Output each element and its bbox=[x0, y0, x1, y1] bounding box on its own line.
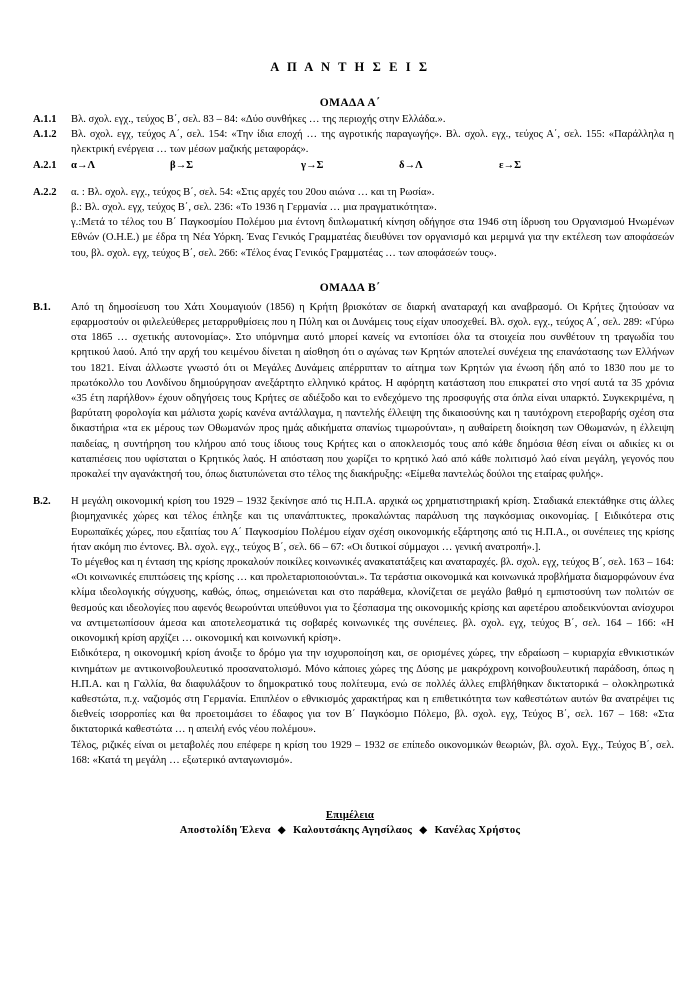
answer-text: Από τη δημοσίευση του Χάτι Χουμαγιούν (1856) η Κρήτη βρισκόταν σε διαρκή αναταραχή και αναβρασμό. Οι Κρήτες ζητούσαν να εφαρμοστούν οι φιλελεύθερες μεταρρυθμίσεις που η Πύλη και οι Δυνάμεις τους είχαν υποσχεθεί. Βλ. σχολ. εγχ., τεύχος Α΄, σελ. 289: «Γύρω στα 1865 … σχετικής αυτονομίας». Στο υπόμνημα αυτό μπορεί κανείς να εντοπίσει όλα τα στοιχεία που συνθέτουν τη τραγωδία του κρητικού λαού. Από την αρχή του κειμένου δίνεται η αίσθηση ότι ο αγώνας των Κρητών αποτελεί συνέχεια της επανάστασης των Ελλήνων του 1821. Είναι άλλωστε γνωστό ότι οι Μεγάλες Δυνάμεις απέρριπταν το αίτημα των Κρητών για ένωση ήδη από το 1830 που με το πρωτόκολλο του Λονδίνου δημιούργησαν ανεξάρτητο ελληνικό κράτος. Η αφόρητη κατάσταση που επικρατεί στο νησί αυτά τα 35 χρόνια «35 έτη παρήλθον» έχουν οδηγήσεις τους Κρήτες σε αδιέξοδο και το ενδεχόμενο της προσφυγής στα όπλα είναι υπαρκτό. Συγκεκριμένα, η βαρύτατη φορολογία και μάλιστα χωρίς κανένα αντάλλαγμα, η παντελής έλλειψη της δικαιοσύνης και η ταυτόχρονη ετεροβαρής σχέση στα δικαστήρια «τα εκ μέρους των Οθωμανών προς ημάς αδικήματα σπανίως τιμωρούνται», η αυθαίρετη διοίκηση των Οθωμανών, η έλλειψη παιδείας, η συντήρηση του κλήρου από τους ίδιους τους Κρήτες και ο αποκλεισμός τους από κάθε δημόσια θέση είναι οι αδικίες κι οι καταπιέσεις που υφίσταται ο Κρητικός λαός. Η απόσταση που χωρίζει το κρητικό λαό από κάθε πολιτισμό λαό είναι μεγάλη, γεγονός που προκαλεί την αγανάκτησή του, όπως διατυπώνεται στο τέλος της διακήρυξης: «Είμεθα παντελώς δούλοι της εταίρας φυλής». bbox=[71, 301, 674, 481]
credits-title: Επιμέλεια bbox=[325, 809, 375, 821]
credit-name-2: Καλουτσάκης Αγησίλαος bbox=[293, 824, 413, 836]
page-title: Α Π Α Ν Τ Η Σ Ε Ι Σ bbox=[270, 60, 430, 74]
answer-subline-c: γ.:Μετά το τέλος του Β΄ Παγκοσμίου Πολέμου μια έντονη διπλωματική κίνηση οδήγησε στα 1946 στη ίδρυση του Οργανισμού Ηνωμένων Εθνών (Ο.Η.Ε.) με έδρα τη Νέα Υόρκη. Ένας Γενικός Γραμματέας διευθύνει τον οργανισμό και μεριμνά για την εκτέλεση των αποφάσεών του, βλ. σχολ. εγχ, τεύχος Β΄, σελ. 266: «Τέλος ένας Γενικός Γραμματέας … των αποφάσεών τους». bbox=[71, 217, 674, 259]
answer-label: Β.2. bbox=[33, 496, 51, 508]
answer-row-a12 bbox=[26, 127, 674, 157]
credit-name-3: Κανέλας Χρήστος bbox=[434, 824, 521, 836]
match-pair-d: δ→Λ bbox=[399, 159, 423, 171]
answer-row-a22 bbox=[26, 185, 674, 261]
answer-paragraph: Η μεγάλη οικονομική κρίση του 1929 – 1932 ξεκίνησε από τις Η.Π.Α. αρχικά ως χρηματιστηριακή κρίση. Σταδιακά επεκτάθηκε στις άλλες βιομηχανικές χώρες και τέλος έπληξε και τις υπανάπτυκτες, προκαλώντας παράλυση της παγκόσμιας οικονομίας. [ Ειδικότερα στις Ευρωπαϊκές χώρες, που εξαιτίας του Α΄ Παγκοσμίου Πολέμου είχαν σχέση οικονομικής εξάρτησης από τις Η.Π.Α., οι συνέπειες της κρίσης ήταν ακόμη πιο έντονες. Βλ. σχολ. εγχ., τεύχος Β΄, σελ. 66 – 67: «Οι δυτικοί σύμμαχοι … γενική ανατροπή».]. bbox=[71, 496, 674, 553]
answer-text bbox=[71, 494, 674, 768]
answer-row-b2 bbox=[26, 494, 674, 768]
answer-row-a21 bbox=[26, 158, 674, 173]
answer-text: Βλ. σχολ. εγχ., τεύχος Β΄, σελ. 83 – 84: «Δύο συνθήκες … της περιοχής στην Ελλάδα.». bbox=[71, 114, 446, 125]
answer-subline-b: β.: Βλ. σχολ. εγχ, τεύχος Β΄, σελ. 236: «Το 1936 η Γερμανία … μια πραγματικότητα». bbox=[71, 202, 437, 214]
match-pair-b: β→Σ bbox=[170, 159, 194, 171]
answer-paragraph: Ειδικότερα, η οικονομική κρίση άνοιξε το δρόμο για την ισχυροποίηση και, σε ορισμένες χώρες, την εδραίωση – κυριαρχία εθνικιστικών κινημάτων με αντικοινοβουλευτικό προσανατολισμό. Μόνο κάποιες χώρες της Δύσης με μακρόχρονη κοινοβουλευτική παράδοση, όπως η Η.Π.Α. και η Γαλλία, θα διαφυλάξουν το δημοκρατικό τους πολίτευμα, ενώ σε πολλές άλλες επιβλήθηκαν δικτατορικά – ολοκληρωτικά καθεστώτα, π.χ. ναζισμός στη Γερμανία. Επιπλέον ο εθνικισμός χαρακτήρας και η επιθετικότητα των καθεστώτων αυτών θα ανατρέψει τις διεθνείς ισορροπίες και θα προετοιμάσει το έδαφος για τον Β΄ Παγκόσμιο Πόλεμο, βλ. σχολ. εγχ, Τεύχος Β΄, σελ. 167 – 168: «Στα δικτατορικά καθεστώτα … η απειλή ενός νέου πολέμου». bbox=[71, 648, 674, 736]
answer-label: Α.2.2 bbox=[33, 186, 57, 198]
match-pair-c: γ→Σ bbox=[301, 159, 324, 171]
answer-label: Β.1. bbox=[33, 301, 51, 313]
answer-label: Α.2.1 bbox=[33, 159, 57, 171]
diamond-icon: ◆ bbox=[277, 824, 287, 836]
diamond-icon: ◆ bbox=[419, 824, 428, 836]
matching-answers bbox=[71, 158, 674, 173]
credits-names bbox=[26, 824, 674, 836]
answer-label: Α.1.2 bbox=[33, 129, 57, 141]
group-a-heading: ΟΜΑΔΑ Α΄ bbox=[319, 97, 381, 109]
answer-paragraph: Τέλος, ριζικές είναι οι μεταβολές που επέφερε η κρίση του 1929 – 1932 σε επίπεδο οικονομικών θεωριών, βλ. σχολ. Εγχ., Τεύχος Β΄, σελ. 168: «Κατά τη μεγάλη … εξωτερικό ανταγωνισμό». bbox=[71, 739, 674, 766]
answer-row-b1 bbox=[26, 300, 674, 482]
match-pair-e: ε→Σ bbox=[499, 159, 522, 171]
answer-label: Α.1.1 bbox=[33, 114, 57, 125]
credit-name-1: Αποστολίδη Έλενα bbox=[179, 824, 271, 836]
answer-row-a11 bbox=[26, 112, 674, 127]
credits-block bbox=[26, 810, 674, 836]
match-pair-a: α→Λ bbox=[71, 159, 96, 171]
answer-paragraph: Το μέγεθος και η ένταση της κρίσης προκαλούν ποικίλες κοινωνικές ανακατατάξεις και αναταραχές. βλ. σχολ. εγχ, τεύχος Β΄, σελ. 163 – 164: «Οι κοινωνικές επιπτώσεις της κρίσης … και προλεταριοποιούνται.». Τα τεράστια οικονομικά και κοινωνικά προβλήματα διαμορφώνουν ένα κλίμα ιδεολογικής σύγχυσης, καθώς, όπως, σημειώνεται και στο παράθεμα, κλονίζεται σε μεγάλο βαθμό η εμπιστοσύνη των πολιτών σε θεσμούς και ιδεολογίες που αφενός θεωρούνται υπεύθυνοι για το ξέσπασμα της οικονομικής κρίσης και αφετέρου αποδεικνύονται ανίσχυροι να αντιμετωπίσουν άμεσα και αποτελεσματικά τις σοβαρές κοινωνικές της συνέπειες. βλ. σχολ. εγχ, τεύχος Β΄, σελ. 164 – 166: «Η οικονομική κρίση αρχίζει … οικονομική και κοινωνική κρίση». bbox=[71, 557, 674, 645]
answer-text: Βλ. σχολ. εγχ, τεύχος Α΄, σελ. 154: «Την ίδια εποχή … της αγροτικής παραγωγής». Βλ. σχολ. εγχ., τεύχος Α΄, σελ. 155: «Παράλληλα η ηλεκτρική ενέργεια … των μέσων μαζικής μεταφοράς». bbox=[71, 129, 674, 156]
answer-text bbox=[71, 185, 674, 261]
group-b-heading: ΟΜΑΔΑ Β΄ bbox=[319, 281, 381, 294]
answer-subline-a: α. : Βλ. σχολ. εγχ., τεύχος Β΄, σελ. 54: «Στις αρχές του 20ου αιώνα … και τη Ρωσία». bbox=[71, 186, 435, 198]
